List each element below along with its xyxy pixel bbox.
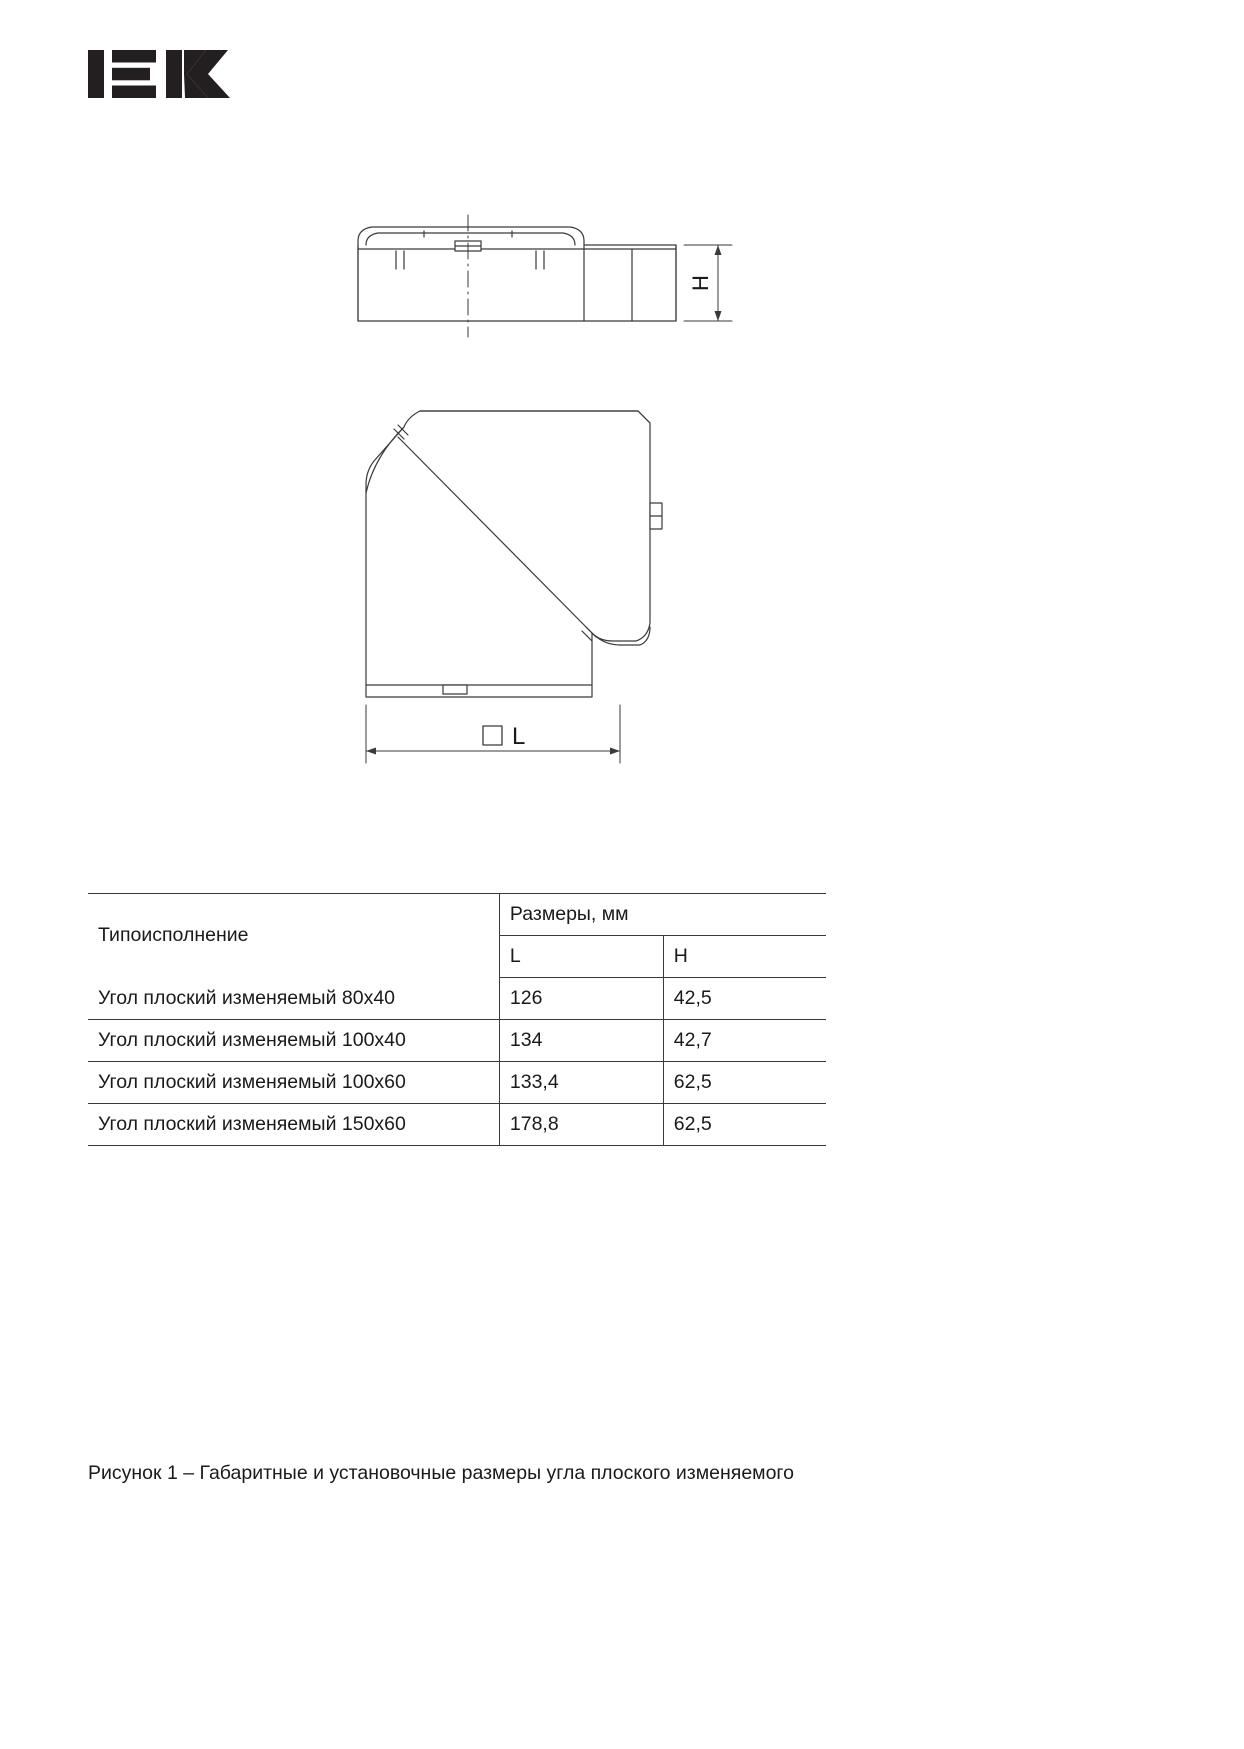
row-name: Угол плоский изменяемый 100х40 [88, 1020, 499, 1062]
drawing-svg [0, 185, 1244, 795]
table-header-row [88, 894, 826, 936]
table-row [88, 1020, 826, 1062]
row-name: Угол плоский изменяемый 150х60 [88, 1104, 499, 1146]
row-l: 134 [499, 1020, 663, 1062]
dimensions-table [88, 893, 826, 1146]
row-h: 42,7 [663, 1020, 826, 1062]
figure-caption: Рисунок 1 – Габаритные и установочные размеры угла плоского изменяемого [88, 1462, 794, 1484]
table-row [88, 978, 826, 1020]
subheader-h: H [663, 936, 826, 978]
iek-logo-icon [88, 46, 238, 102]
row-h: 42,5 [663, 978, 826, 1020]
table-row [88, 1062, 826, 1104]
h-label: H [688, 275, 713, 291]
row-name: Угол плоский изменяемый 80х40 [88, 978, 499, 1020]
row-l: 126 [499, 978, 663, 1020]
header-dimensions: Размеры, мм [499, 894, 826, 936]
l-label: L [512, 723, 526, 750]
row-h: 62,5 [663, 1062, 826, 1104]
subheader-l: L [499, 936, 663, 978]
row-l: 133,4 [499, 1062, 663, 1104]
side-profile-view [358, 215, 676, 337]
iek-logo [88, 46, 238, 102]
flat-adjustable-angle-view [366, 411, 662, 697]
row-h: 62,5 [663, 1104, 826, 1146]
table-row [88, 1104, 826, 1146]
row-name: Угол плоский изменяемый 100х60 [88, 1062, 499, 1104]
header-typeexecution: Типоисполнение [88, 894, 499, 978]
l-dimension [366, 705, 620, 763]
technical-drawing [0, 185, 1244, 795]
square-symbol-icon [483, 726, 502, 745]
row-l: 178,8 [499, 1104, 663, 1146]
